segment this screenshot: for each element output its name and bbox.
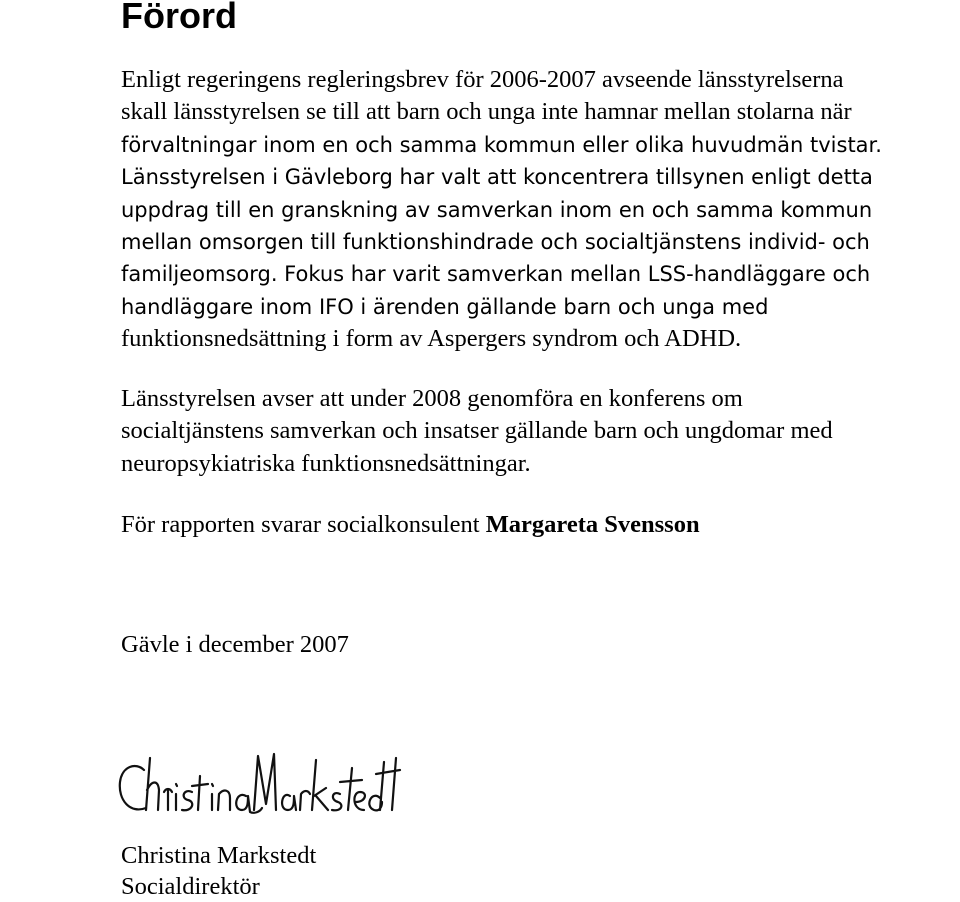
paragraph-conference <box>121 383 960 480</box>
responsible-name: Margareta Svensson <box>485 511 700 538</box>
paragraph-line: förvaltningar inom en och samma kommun eller olika huvudmän tvistar. <box>121 132 882 157</box>
paragraph-line: mellan omsorgen till funktionshindrade och socialtjänstens individ- och <box>121 230 870 255</box>
paragraph-line: neuropsykiatriska funktionsnedsättningar. <box>121 449 531 477</box>
paragraph-line: handläggare inom IFO i ärenden gällande barn och unga med <box>121 294 769 319</box>
place-date: Gävle i december 2007 <box>121 631 349 658</box>
paragraph-line: Länsstyrelsen avser att under 2008 genomföra en konferens om <box>121 385 743 412</box>
paragraph-line: uppdrag till en granskning av samverkan inom en och samma kommun <box>121 197 873 222</box>
signatory-title: Socialdirektör <box>121 873 260 900</box>
handwritten-signature <box>104 718 404 840</box>
signature-image <box>104 718 712 840</box>
signatory-block <box>121 840 316 902</box>
paragraph-line: socialtjänstens samverkan och insatser gällande barn och ungdomar med <box>121 417 833 445</box>
paragraph-line: Enligt regeringens regleringsbrev för 2006-2007 avseende länsstyrelserna <box>121 66 844 93</box>
paragraph-intro <box>121 64 960 356</box>
paragraph-line: funktionsnedsättning i form av Aspergers syndrom och ADHD. <box>121 325 742 353</box>
paragraph-line: Länsstyrelsen i Gävleborg har valt att koncentrera tillsynen enligt detta <box>121 165 873 190</box>
paragraph-responsible <box>121 509 960 541</box>
paragraph-line: skall länsstyrelsen se till att barn och unga inte hamnar mellan stolarna när <box>121 98 852 126</box>
signatory-name: Christina Markstedt <box>121 842 317 869</box>
responsible-prefix: För rapporten svarar socialkonsulent <box>121 511 486 538</box>
paragraph-line: familjeomsorg. Fokus har varit samverkan mellan LSS-handläggare och <box>121 262 871 287</box>
page-title: Förord <box>121 0 237 36</box>
